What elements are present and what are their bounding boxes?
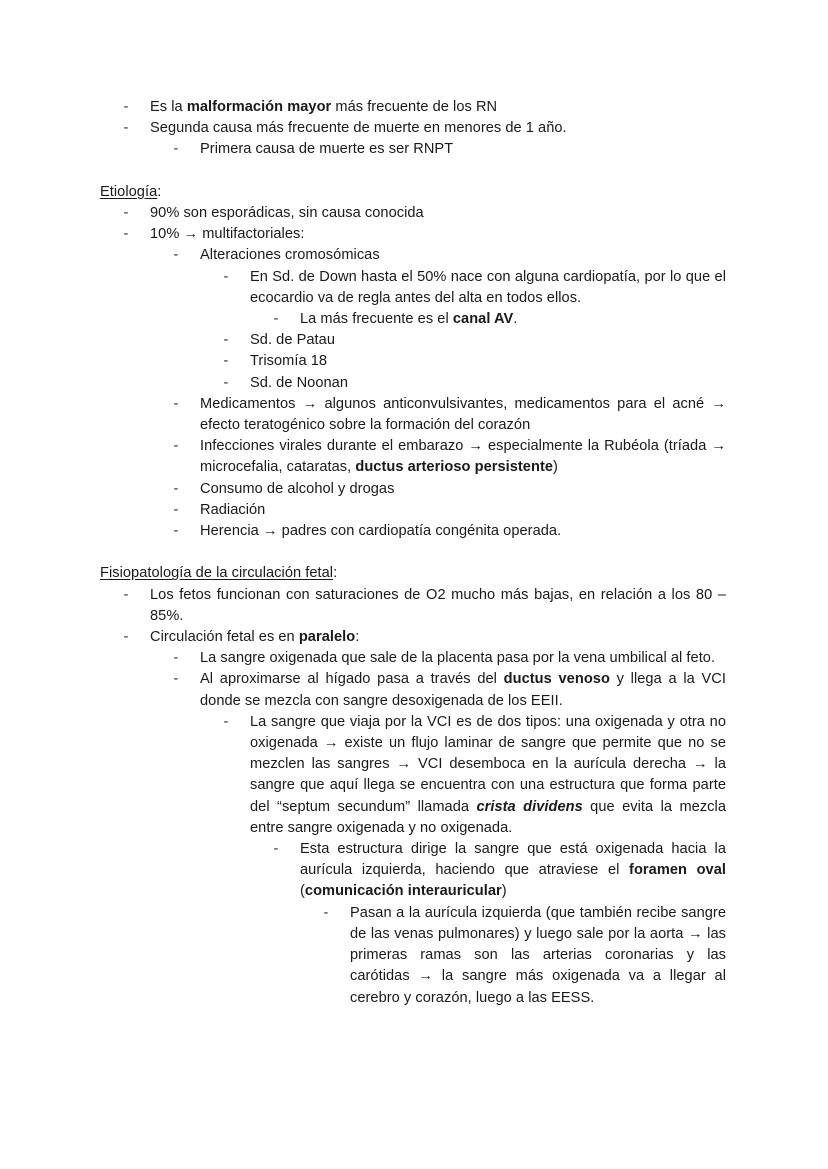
list-item-text: La sangre que viaja por la VCI es de dos tipos: una oxigenada y otra no oxigenada → existe un flujo laminar de sangre que permite que no se mezclen las sangres → VCI desemboca en la aurícula derecha → la sangre que aquí llega se encuentra con una estructura que forma parte del “septum secundum” llamada crista dividens que evita la mezcla entre sangre oxigenada y no oxigenada. [250,713,726,836]
list-item [0,500,828,521]
bullet-dash-icon: - [223,713,229,730]
section-heading-etiologia [0,182,828,203]
bullet-dash-icon: - [173,141,179,158]
bullet-dash-icon: - [123,629,129,646]
list-item [0,373,828,394]
section-heading-fisiopatologia [0,563,828,584]
list-item [0,330,828,351]
bullet-dash-icon: - [223,374,229,391]
list-item-text: Trisomía 18 [250,353,328,370]
etiologia-list [0,203,828,542]
bullet-dash-icon: - [173,523,179,540]
list-item [0,479,828,500]
list-item [0,669,828,711]
bullet-dash-icon: - [173,480,179,497]
list-item [0,627,828,648]
list-item [0,97,828,118]
list-item-text: Radiación [200,501,266,518]
list-item [0,839,828,903]
spacer [0,542,828,563]
list-item [0,245,828,266]
list-item [0,648,828,669]
list-item-text: Sd. de Noonan [250,374,349,391]
list-item [0,521,828,542]
list-item-text: 90% son esporádicas, sin causa conocida [150,205,424,221]
intro-list [0,97,828,161]
list-item-text: Sd. de Patau [250,332,335,349]
list-item [0,118,828,139]
list-item-text: 10% → multifactoriales: [150,226,305,243]
bullet-dash-icon: - [273,311,279,328]
bullet-dash-icon: - [173,501,179,518]
bullet-dash-icon: - [173,247,179,264]
bullet-dash-icon: - [123,586,129,603]
heading-text: Etiología [100,183,158,200]
list-item-text: La sangre oxigenada que sale de la placenta pasa por la vena umbilical al feto. [200,650,716,667]
list-item-text: Esta estructura dirige la sangre que está oxigenada hacia la aurícula izquierda, haciendo que atraviese el foramen oval (comunicación interauricular) [300,841,726,900]
bullet-dash-icon: - [173,650,179,667]
list-item [0,224,828,245]
list-item [0,903,828,1009]
bullet-dash-icon: - [173,395,179,412]
bullet-dash-icon: - [223,353,229,370]
list-item-text: Al aproximarse al hígado pasa a través del ductus venoso y llega a la VCI donde se mezcla con sangre desoxigenada de los EEII. [200,671,726,709]
bullet-dash-icon: - [123,205,129,221]
list-item-text: Alteraciones cromosómicas [200,247,380,264]
bullet-dash-icon: - [173,438,179,455]
list-item [0,351,828,372]
list-item-text: Los fetos funcionan con saturaciones de O2 mucho más bajas, en relación a los 80 – 85%. [150,586,726,624]
heading-colon: : [157,183,162,200]
list-item-text: Infecciones virales durante el embarazo → especialmente la Rubéola (tríada → microcefalia, cataratas, ductus arterioso persistente) [200,438,726,476]
list-item-text: Medicamentos → algunos anticonvulsivantes, medicamentos para el acné → efecto teratogénico sobre la formación del corazón [200,395,726,434]
list-item [0,585,828,627]
list-item-text: La más frecuente es el canal AV. [300,311,518,328]
spacer [0,161,828,182]
list-item [0,139,828,160]
list-item [0,203,828,224]
list-item [0,436,828,478]
list-item-text: Pasan a la aurícula izquierda (que también recibe sangre de las venas pulmonares) y luego sale por la aorta → las primeras ramas son las arterias coronarias y las carótidas → la sangre más oxigenada va a llegar al cerebro y corazón, luego a las EESS. [350,904,726,1006]
list-item-text: Consumo de alcohol y drogas [200,480,395,497]
bullet-dash-icon: - [123,99,129,115]
bullet-dash-icon: - [123,226,129,243]
bullet-dash-icon: - [273,841,279,858]
list-item [0,267,828,309]
bullet-dash-icon: - [223,332,229,349]
document-page [0,97,828,1009]
list-item-text: Primera causa de muerte es ser RNPT [200,141,454,158]
heading-text: Fisiopatología de la circulación fetal [100,565,334,582]
bullet-dash-icon: - [223,268,229,285]
fisiopatologia-list [0,585,828,1009]
bullet-dash-icon: - [123,120,129,137]
bullet-dash-icon: - [173,671,179,688]
list-item [0,309,828,330]
list-item [0,394,828,436]
bullet-dash-icon: - [323,904,329,921]
list-item-text: Es la malformación mayor más frecuente de los RN [150,99,498,115]
list-item [0,712,828,839]
heading-colon: : [333,565,338,582]
list-item-text: En Sd. de Down hasta el 50% nace con alguna cardiopatía, por lo que el ecocardio va de regla antes del alta en todos ellos. [250,268,726,306]
list-item-text: Segunda causa más frecuente de muerte en menores de 1 año. [150,120,567,137]
list-item-text: Herencia → padres con cardiopatía congénita operada. [200,523,562,540]
list-item-text: Circulación fetal es en paralelo: [150,629,360,646]
